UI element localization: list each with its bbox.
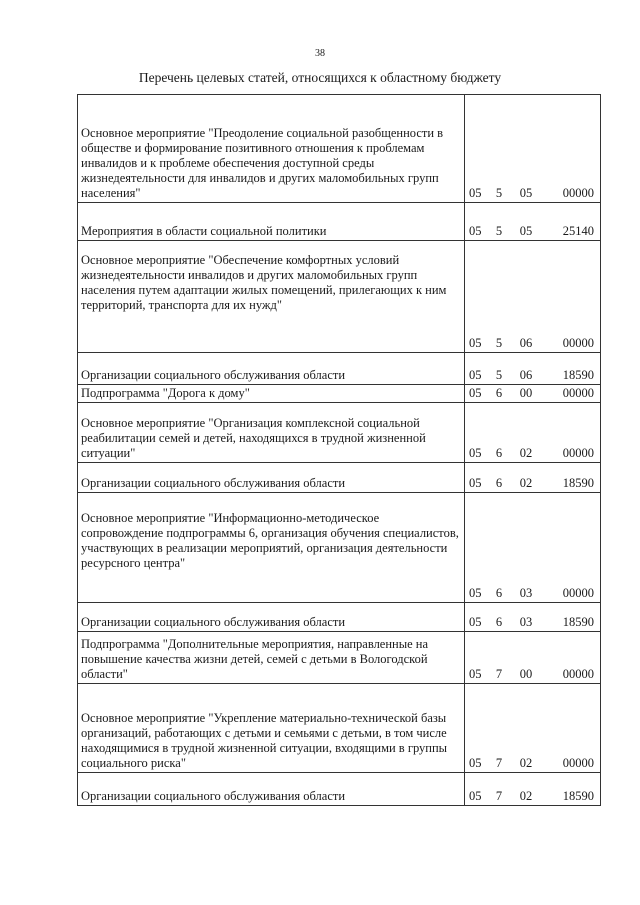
section-code: 05 xyxy=(469,446,482,460)
article-code: 00000 xyxy=(562,586,594,600)
subsection-code: 6 xyxy=(495,586,503,600)
group-code: 02 xyxy=(519,446,533,460)
row-code xyxy=(465,632,600,683)
section-code: 05 xyxy=(469,336,482,350)
subsection-code: 7 xyxy=(495,789,503,803)
table-row xyxy=(78,632,600,684)
row-name: Основное мероприятие "Организация комплексной социальной реабилитации семей и детей, находящихся в трудной жизненной ситуации" xyxy=(78,403,465,462)
subsection-code: 6 xyxy=(495,446,503,460)
subsection-code: 5 xyxy=(495,368,503,382)
table-row xyxy=(78,493,600,603)
table-row xyxy=(78,463,600,493)
group-code: 03 xyxy=(519,586,533,600)
row-code xyxy=(465,493,600,602)
row-code xyxy=(465,353,600,384)
article-code: 00000 xyxy=(562,186,594,200)
row-name xyxy=(78,493,465,602)
article-code: 00000 xyxy=(562,756,594,770)
page-number: 38 xyxy=(315,48,325,59)
article-code: 00000 xyxy=(562,667,594,681)
row-name: Организации социального обслуживания области xyxy=(78,603,465,631)
article-code: 25140 xyxy=(562,224,594,238)
row-name: Основное мероприятие "Преодоление социальной разобщенности в обществе и формирование позитивного отношения к проблемам инвалидов и к проблеме обеспечения доступной среды жизнедеятельности для инвалидов и других маломобильных групп населения" xyxy=(78,95,465,202)
table-row xyxy=(78,203,600,241)
subsection-code: 6 xyxy=(495,615,503,629)
section-code: 05 xyxy=(469,615,482,629)
article-code: 18590 xyxy=(562,476,594,490)
row-code xyxy=(465,773,600,805)
row-name: Мероприятия в области социальной политики xyxy=(78,203,465,240)
article-code: 18590 xyxy=(562,789,594,803)
group-code: 06 xyxy=(519,368,533,382)
row-name: Подпрограмма "Дорога к дому" xyxy=(78,385,465,402)
group-code: 05 xyxy=(519,186,533,200)
section-code: 05 xyxy=(469,186,482,200)
subsection-code: 7 xyxy=(495,756,503,770)
section-code: 05 xyxy=(469,386,482,400)
section-code: 05 xyxy=(469,586,482,600)
section-code: 05 xyxy=(469,224,482,238)
row-code xyxy=(465,241,600,352)
section-code: 05 xyxy=(469,789,482,803)
subsection-code: 5 xyxy=(495,224,503,238)
table-row xyxy=(78,684,600,773)
group-code: 00 xyxy=(519,667,533,681)
section-code: 05 xyxy=(469,667,482,681)
group-code: 02 xyxy=(519,476,533,490)
table-row xyxy=(78,95,600,203)
subsection-code: 5 xyxy=(495,186,503,200)
row-code xyxy=(465,385,600,402)
target-articles-table xyxy=(77,94,601,806)
article-code: 18590 xyxy=(562,615,594,629)
row-name-text: Основное мероприятие "Обеспечение комфортных условий жизнедеятельности инвалидов и других маломобильных групп населения путем адаптации жилых помещений, прилегающих к ним территорий, транспорта для их нужд" xyxy=(81,253,447,312)
row-code xyxy=(465,403,600,462)
group-code: 03 xyxy=(519,615,533,629)
article-code: 00000 xyxy=(562,336,594,350)
row-code xyxy=(465,463,600,492)
article-code: 00000 xyxy=(562,446,594,460)
section-code: 05 xyxy=(469,476,482,490)
row-name xyxy=(78,241,465,352)
group-code: 02 xyxy=(519,756,533,770)
table-row xyxy=(78,241,600,353)
section-code: 05 xyxy=(469,368,482,382)
article-code: 18590 xyxy=(562,368,594,382)
row-name: Основное мероприятие "Укрепление материально-технической базы организаций, работающих с детьми и семьями с детьми, в том числе находящимися в трудной жизненной ситуации, входящими в группы социального риска" xyxy=(78,684,465,772)
row-name-text: Основное мероприятие "Информационно-методическое сопровождение подпрограммы 6, организация обучения специалистов, участвующих в реализации мероприятий, организация деятельности ресурсного центра" xyxy=(81,511,459,570)
row-code xyxy=(465,95,600,202)
section-code: 05 xyxy=(469,756,482,770)
group-code: 02 xyxy=(519,789,533,803)
row-code xyxy=(465,684,600,772)
group-code: 06 xyxy=(519,336,533,350)
row-name: Организации социального обслуживания области xyxy=(78,463,465,492)
table-row xyxy=(78,403,600,463)
subsection-code: 6 xyxy=(495,476,503,490)
subsection-code: 7 xyxy=(495,667,503,681)
row-name: Организации социального обслуживания области xyxy=(78,773,465,805)
table-row xyxy=(78,353,600,385)
subsection-code: 6 xyxy=(495,386,503,400)
document-title: Перечень целевых статей, относящихся к областному бюджету xyxy=(138,70,502,85)
group-code: 00 xyxy=(519,386,533,400)
article-code: 00000 xyxy=(562,386,594,400)
row-name: Подпрограмма "Дополнительные мероприятия, направленные на повышение качества жизни детей, семей с детьми в Вологодской области" xyxy=(78,632,465,683)
subsection-code: 5 xyxy=(495,336,503,350)
table-row xyxy=(78,385,600,403)
table-row xyxy=(78,603,600,632)
group-code: 05 xyxy=(519,224,533,238)
row-name: Организации социального обслуживания области xyxy=(78,353,465,384)
table-row xyxy=(78,773,600,806)
row-code xyxy=(465,603,600,631)
row-code xyxy=(465,203,600,240)
